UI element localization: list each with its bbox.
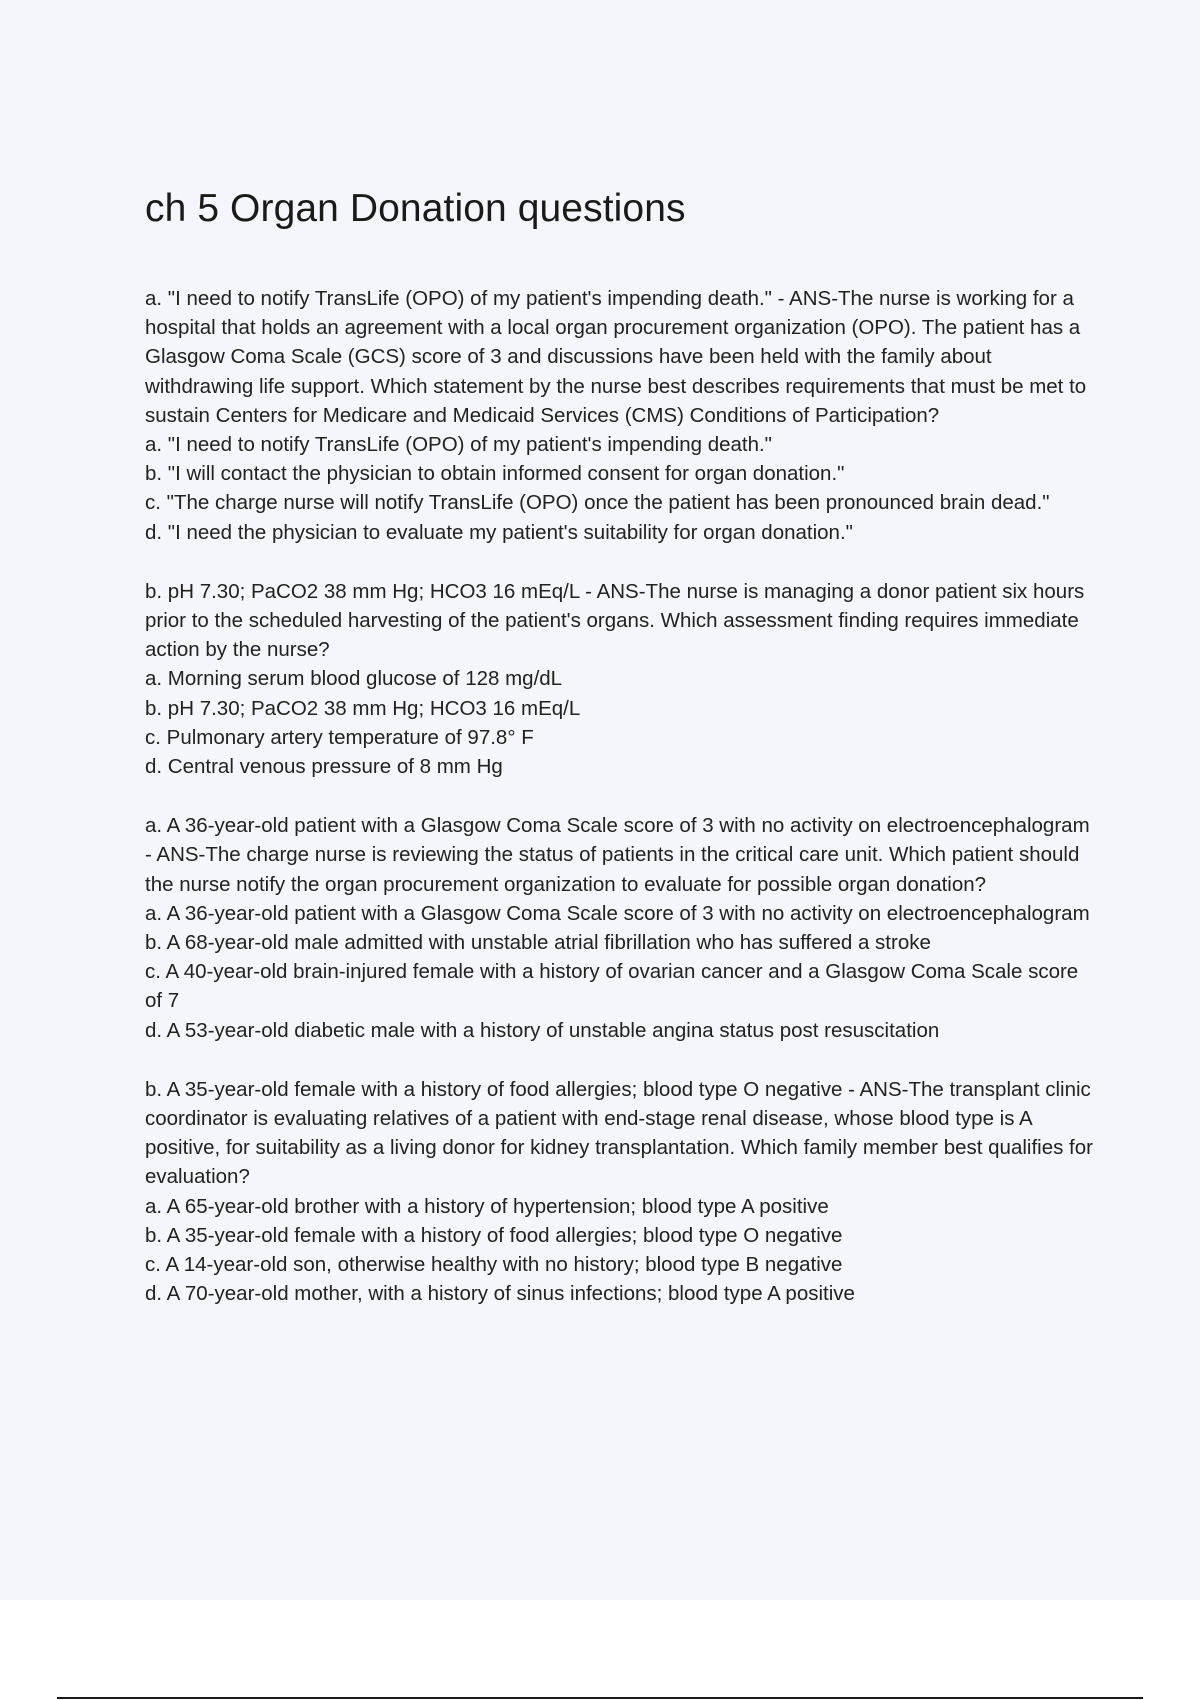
answer-option: b. "I will contact the physician to obtain informed consent for organ donation." xyxy=(145,462,845,486)
answer-option: c. "The charge nurse will notify TransLife (OPO) once the patient has been pronounced brain dead." xyxy=(145,491,1050,515)
answer-option: b. A 35-year-old female with a history of food allergies; blood type O negative xyxy=(145,1223,843,1247)
question-stem: a. "I need to notify TransLife (OPO) of my patient's impending death." - ANS-The nurse is working for a hospital that holds an agreement with a local organ procurement organization (OPO). The patient has a Glasgow Coma Scale (GCS) score of 3 and discussions have been held with the family about withdrawing life support. Which statement by the nurse best describes requirements that must be met to sustain Centers for Medicare and Medicaid Services (CMS) Conditions of Participation? xyxy=(145,287,1087,427)
question-stem: a. A 36-year-old patient with a Glasgow Coma Scale score of 3 with no activity on electroencephalogram - ANS-The charge nurse is reviewing the status of patients in the critical care unit. Which patient should the nurse notify the organ procurement organization to evaluate for possible organ donation? xyxy=(145,814,1090,896)
answer-option: a. Morning serum blood glucose of 128 mg/dL xyxy=(145,667,563,691)
answer-option: d. A 53-year-old diabetic male with a history of unstable angina status post resuscitation xyxy=(145,1018,940,1042)
answer-option: a. A 65-year-old brother with a history of hypertension; blood type A positive xyxy=(145,1194,829,1218)
document-content xyxy=(145,178,1095,1339)
answer-option: c. Pulmonary artery temperature of 97.8° F xyxy=(145,725,534,749)
answer-option: d. "I need the physician to evaluate my patient's suitability for organ donation." xyxy=(145,520,853,544)
answer-option: d. Central venous pressure of 8 mm Hg xyxy=(145,755,503,779)
question-block xyxy=(145,284,1095,547)
answer-option: a. A 36-year-old patient with a Glasgow Coma Scale score of 3 with no activity on electroencephalogram xyxy=(145,901,1090,925)
question-block xyxy=(145,577,1095,781)
question-stem: b. pH 7.30; PaCO2 38 mm Hg; HCO3 16 mEq/L - ANS-The nurse is managing a donor patient six hours prior to the scheduled harvesting of the patient's organs. Which assessment finding requires immediate action by the nurse? xyxy=(145,579,1085,662)
answer-option: b. A 68-year-old male admitted with unstable atrial fibrillation who has suffered a stroke xyxy=(145,931,931,955)
answer-option: c. A 40-year-old brain-injured female with a history of ovarian cancer and a Glasgow Coma Scale score of 7 xyxy=(145,960,1079,1013)
question-block xyxy=(145,1075,1095,1309)
page-title: ch 5 Organ Donation questions xyxy=(145,187,686,230)
question-stem: b. A 35-year-old female with a history of food allergies; blood type O negative - ANS-The transplant clinic coordinator is evaluating relatives of a patient with end-stage renal disease, whose blood type is A positive, for suitability as a living donor for kidney transplantation. Which family member best qualifies for evaluation? xyxy=(145,1077,1093,1189)
answer-option: b. pH 7.30; PaCO2 38 mm Hg; HCO3 16 mEq/L xyxy=(145,696,581,720)
answer-option: c. A 14-year-old son, otherwise healthy with no history; blood type B negative xyxy=(145,1253,843,1277)
question-block xyxy=(145,811,1095,1045)
footer-divider xyxy=(57,1697,1143,1699)
answer-option: d. A 70-year-old mother, with a history of sinus infections; blood type A positive xyxy=(145,1282,855,1306)
answer-option: a. "I need to notify TransLife (OPO) of my patient's impending death." xyxy=(145,433,772,457)
